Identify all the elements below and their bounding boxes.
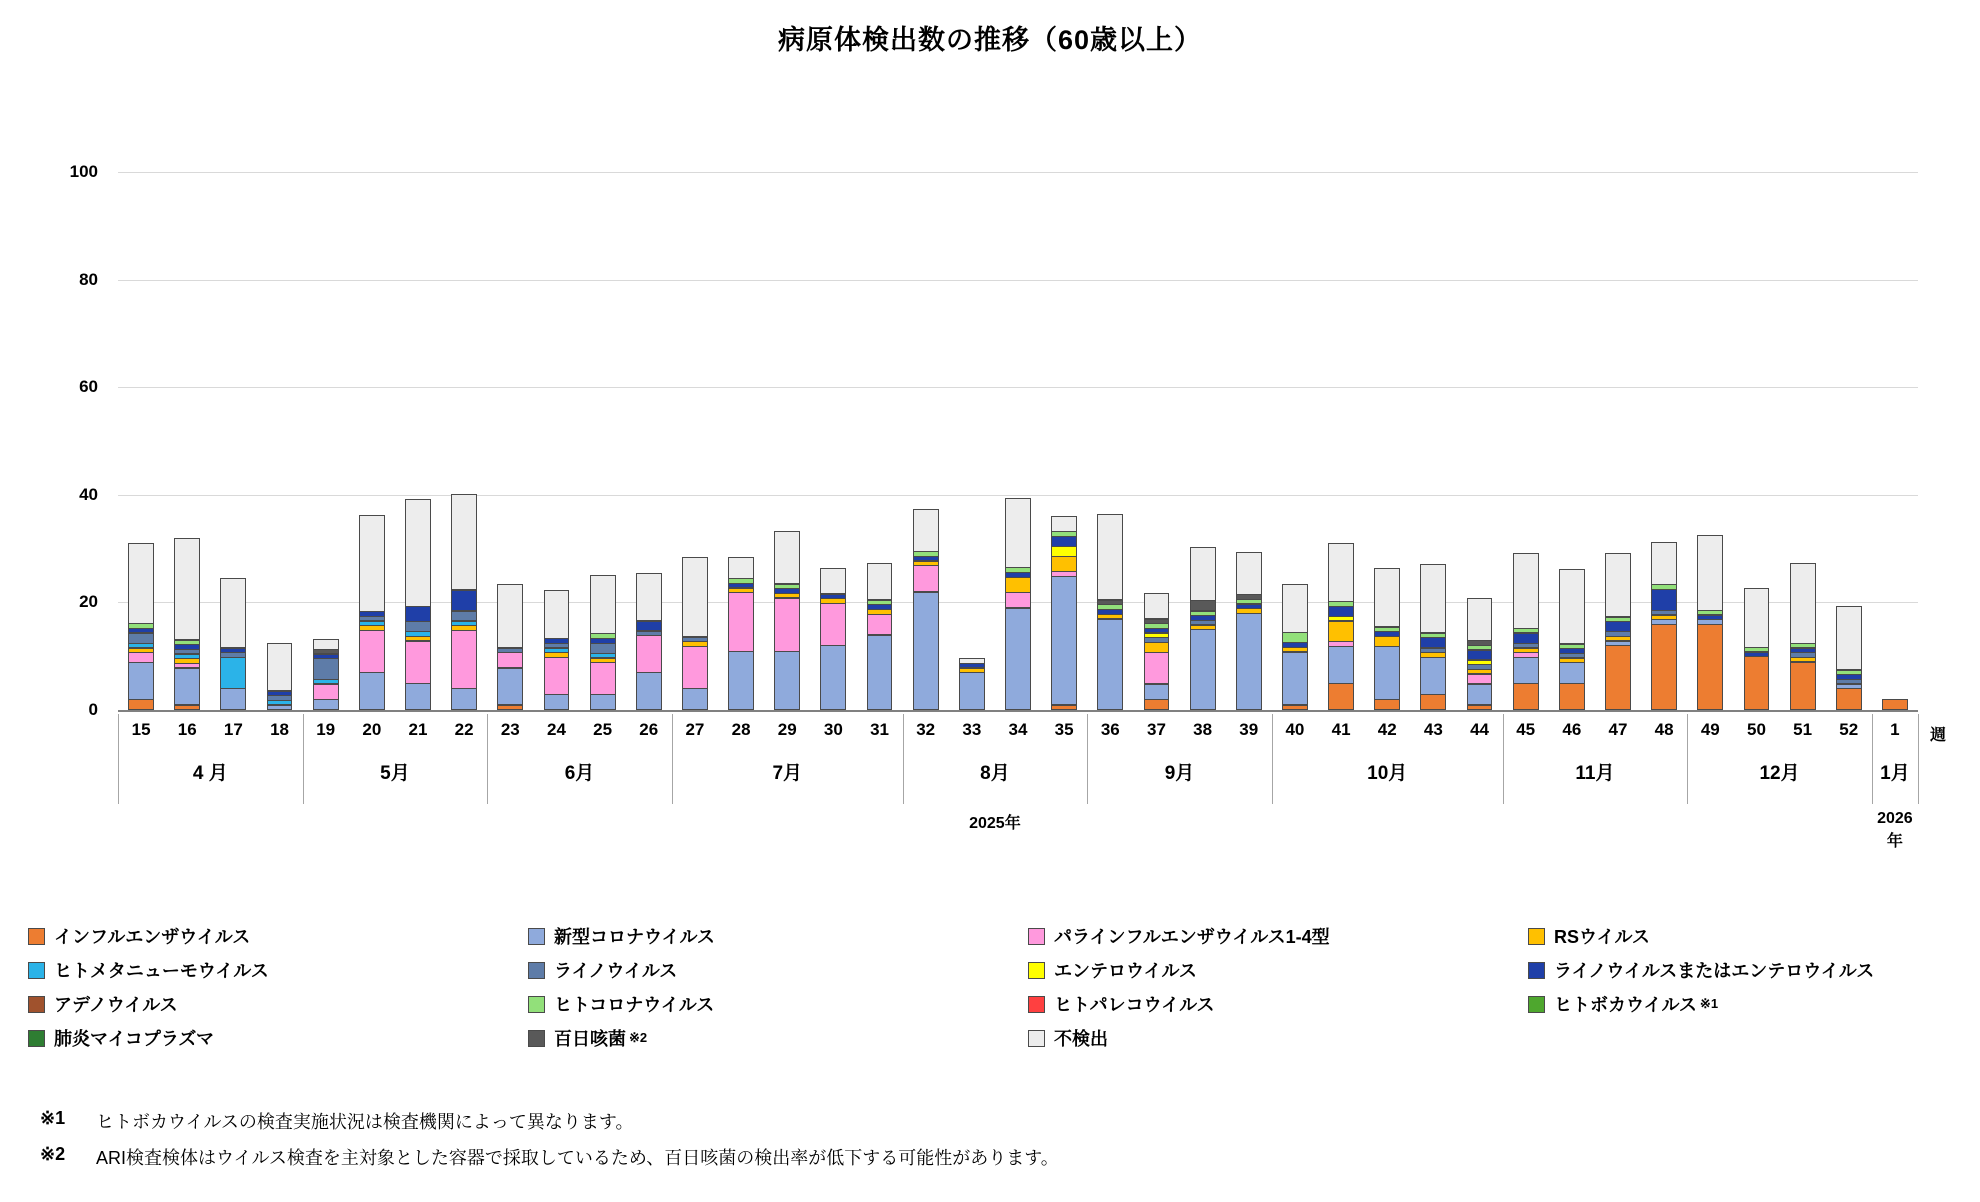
bar-segment <box>128 543 154 624</box>
bar-segment <box>774 531 800 585</box>
bar-segment <box>636 573 662 621</box>
legend-item[interactable] <box>1028 957 1528 983</box>
week-label: 33 <box>962 720 982 739</box>
bar-segment <box>128 662 154 700</box>
legend-color-swatch <box>1028 928 1045 945</box>
bar-segment <box>1097 514 1123 600</box>
bar-column <box>774 531 800 710</box>
week-label: 34 <box>1008 720 1028 739</box>
legend-item[interactable] <box>1528 923 1958 949</box>
bar-segment <box>913 592 939 710</box>
bar-segment <box>544 694 570 710</box>
bar-segment <box>1836 606 1862 671</box>
bar-segment <box>1882 699 1908 710</box>
bar-segment <box>1605 553 1631 618</box>
week-label: 27 <box>685 720 705 739</box>
bar-segment <box>1651 624 1677 710</box>
legend-label: インフルエンザウイルス <box>54 927 251 947</box>
week-label: 31 <box>870 720 889 739</box>
bar-column <box>728 558 754 710</box>
week-label: 24 <box>546 720 566 739</box>
page-title: 病原体検出数の推移（60歳以上） <box>777 25 1203 55</box>
bar-segment <box>1005 498 1031 568</box>
bar-segment <box>1282 652 1308 706</box>
legend-label: ライノウイルス <box>554 961 678 981</box>
bar-column <box>1420 564 1446 710</box>
bar-column <box>959 659 985 710</box>
bar-column <box>174 539 200 710</box>
bar-column <box>867 564 893 711</box>
week-label: 22 <box>454 720 474 739</box>
week-label: 23 <box>500 720 520 739</box>
bar-segment <box>1282 584 1308 632</box>
legend-label: 百日咳菌 <box>554 1029 626 1049</box>
year-label: 2025年 <box>969 815 1021 832</box>
week-label: 44 <box>1470 720 1489 739</box>
bar-segment <box>267 643 293 691</box>
bar-column <box>313 640 339 710</box>
footnote-text: ARI検査検体はウイルス検査を主対象とした容器で採取しているため、百日咳菌の検出率が低下する可能性があります。 <box>96 1148 1059 1168</box>
week-label: 50 <box>1746 720 1766 739</box>
bar-segment <box>451 630 477 689</box>
bar-segment <box>820 603 846 646</box>
week-label: 42 <box>1377 720 1397 739</box>
bar-segment <box>359 515 385 612</box>
bar-segment <box>728 557 754 579</box>
bar-segment <box>1467 705 1493 710</box>
month-separator <box>303 714 304 804</box>
week-label: 19 <box>316 720 336 739</box>
bar-segment <box>451 688 477 710</box>
legend-color-swatch <box>528 928 545 945</box>
bar-segment <box>174 705 200 710</box>
month-separator <box>118 714 119 804</box>
y-tick-label: 0 <box>88 700 98 719</box>
bar-segment <box>636 672 662 710</box>
week-label: 17 <box>223 720 243 739</box>
chart-legend <box>28 923 1958 1051</box>
bar-column <box>636 574 662 710</box>
bar-segment <box>1513 683 1539 710</box>
bar-column <box>220 579 246 710</box>
bar-segment <box>1282 705 1308 710</box>
bar-segment <box>913 509 939 552</box>
bar-segment <box>1190 629 1216 710</box>
bar-column <box>405 500 431 710</box>
bar-column <box>1097 515 1123 710</box>
bar-column <box>1651 543 1677 710</box>
bar-segment <box>1744 588 1770 647</box>
bar-segment <box>1328 543 1354 602</box>
week-label: 48 <box>1654 720 1674 739</box>
legend-color-swatch <box>28 1030 45 1047</box>
week-label: 18 <box>270 720 289 739</box>
bar-segment <box>1190 547 1216 601</box>
bar-segment <box>1051 556 1077 572</box>
bar-segment <box>128 699 154 710</box>
legend-color-swatch <box>28 962 45 979</box>
month-separator <box>487 714 488 804</box>
bar-column <box>359 516 385 710</box>
week-label: 43 <box>1423 720 1443 739</box>
legend-item[interactable] <box>1528 991 1958 1017</box>
bar-segment <box>451 590 477 612</box>
month-label: 11月 <box>1575 763 1615 784</box>
bar-segment <box>1328 646 1354 684</box>
week-label: 49 <box>1700 720 1720 739</box>
bar-segment <box>728 651 754 710</box>
month-separator <box>1687 714 1688 804</box>
month-separator <box>1918 714 1919 804</box>
bar-segment <box>220 688 246 710</box>
legend-label: パラインフルエンザウイルス1-4型 <box>1054 927 1330 947</box>
legend-item[interactable] <box>1028 923 1528 949</box>
legend-color-swatch <box>28 996 45 1013</box>
bar-segment <box>1836 688 1862 710</box>
bar-segment <box>1051 576 1077 705</box>
bar-segment <box>1513 657 1539 684</box>
bar-segment <box>1051 705 1077 710</box>
bar-segment <box>1559 683 1585 710</box>
legend-item[interactable] <box>28 1025 528 1051</box>
week-label: 52 <box>1839 720 1859 739</box>
footnote-text: ヒトボカウイルスの検査実施状況は検査機関によって異なります。 <box>96 1112 634 1132</box>
bar-segment <box>1697 535 1723 610</box>
bar-segment <box>497 584 523 649</box>
bar-segment <box>267 705 293 710</box>
week-label: 41 <box>1331 720 1351 739</box>
bar-segment <box>1513 553 1539 628</box>
bar-column <box>544 591 570 710</box>
bar-segment <box>220 578 246 648</box>
bar-column <box>1051 516 1077 710</box>
legend-color-swatch <box>28 928 45 945</box>
bar-segment <box>1005 577 1031 593</box>
legend-color-swatch <box>1528 996 1545 1013</box>
bar-segment <box>220 657 246 689</box>
legend-item[interactable] <box>1028 991 1528 1017</box>
bar-column <box>1513 554 1539 710</box>
bar-segment <box>1744 656 1770 710</box>
bar-column <box>590 576 616 710</box>
bar-segment <box>451 494 477 591</box>
legend-label: ヒトメタニューモウイルス <box>54 961 269 981</box>
legend-item[interactable] <box>528 1025 1028 1051</box>
legend-color-swatch <box>1028 996 1045 1013</box>
bar-column <box>1744 589 1770 710</box>
y-tick-label: 100 <box>69 161 98 181</box>
week-label: 1 <box>1890 720 1900 739</box>
month-label: 5月 <box>380 763 410 784</box>
bar-column <box>1374 569 1400 710</box>
bar-segment <box>1005 592 1031 608</box>
legend-footnote-marker: ※2 <box>629 1030 648 1045</box>
bar-segment <box>174 538 200 640</box>
bar-segment <box>405 606 431 622</box>
bar-segment <box>405 499 431 607</box>
bar-segment <box>1790 662 1816 710</box>
bar-segment <box>359 630 385 673</box>
bar-column <box>1144 593 1170 710</box>
footnote-marker: ※1 <box>40 1108 66 1128</box>
x-axis-unit-label: 週 <box>1930 727 1947 744</box>
legend-item[interactable] <box>1028 1025 1528 1051</box>
bar-segment <box>1651 589 1677 611</box>
week-label: 40 <box>1285 720 1305 739</box>
bar-segment <box>1651 542 1677 585</box>
bar-segment <box>1790 563 1816 644</box>
bar-segment <box>867 635 893 710</box>
y-tick-label: 60 <box>79 377 98 397</box>
week-label: 29 <box>777 720 797 739</box>
legend-color-swatch <box>528 1030 545 1047</box>
month-separator <box>1872 714 1873 804</box>
legend-item[interactable] <box>1528 957 1958 983</box>
week-label: 47 <box>1608 720 1628 739</box>
footnotes <box>40 1108 1059 1180</box>
bar-segment <box>682 688 708 710</box>
month-label: 9月 <box>1164 763 1195 784</box>
bar-column <box>820 568 846 710</box>
bar-segment <box>1144 593 1170 620</box>
bar-column <box>267 644 293 710</box>
week-label: 32 <box>916 720 936 739</box>
legend-label: エンテロウイルス <box>1054 961 1197 981</box>
bar-segment <box>1328 621 1354 643</box>
y-tick-label: 20 <box>79 592 98 612</box>
legend-item[interactable] <box>528 923 1028 949</box>
bar-segment <box>359 672 385 710</box>
bar-series-layer <box>118 90 1918 710</box>
bar-segment <box>174 668 200 706</box>
footnote-marker: ※2 <box>40 1144 66 1164</box>
legend-label: ヒトコロナウイルス <box>554 995 715 1015</box>
week-label: 26 <box>639 720 659 739</box>
bar-segment <box>774 598 800 652</box>
week-label: 20 <box>362 720 382 739</box>
bar-segment <box>1097 619 1123 710</box>
legend-color-swatch <box>1528 928 1545 945</box>
bar-segment <box>590 694 616 710</box>
legend-item[interactable] <box>28 923 528 949</box>
bar-column <box>1190 548 1216 710</box>
chart-plot-area <box>0 90 1980 850</box>
legend-label: 肺炎マイコプラズマ <box>54 1029 215 1049</box>
legend-label: ヒトパレコウイルス <box>1054 995 1215 1015</box>
bar-segment <box>1144 684 1170 700</box>
legend-item[interactable] <box>28 957 528 983</box>
bar-column <box>1236 553 1262 710</box>
bar-segment <box>1467 684 1493 706</box>
bar-column <box>1559 570 1585 710</box>
month-label: 8月 <box>980 763 1010 784</box>
month-label: 4 月 <box>192 763 228 784</box>
bar-segment <box>1420 564 1446 634</box>
bar-column <box>1282 585 1308 710</box>
bar-column <box>913 510 939 710</box>
bar-segment <box>1144 652 1170 684</box>
week-label: 30 <box>823 720 843 739</box>
bar-segment <box>313 684 339 700</box>
legend-label: ヒトボカウイルス <box>1554 995 1697 1015</box>
bar-column <box>497 584 523 710</box>
week-label: 25 <box>593 720 613 739</box>
month-separator <box>672 714 673 804</box>
legend-label: 不検出 <box>1054 1029 1108 1049</box>
bar-segment <box>1467 598 1493 641</box>
bar-column <box>1328 543 1354 710</box>
bar-column <box>1882 700 1908 710</box>
y-tick-label: 80 <box>79 269 98 289</box>
month-label: 1月 <box>1880 763 1910 784</box>
bar-segment <box>1236 552 1262 595</box>
footnote-row <box>40 1144 1059 1170</box>
bar-segment <box>405 641 431 684</box>
month-label: 7月 <box>772 763 803 784</box>
legend-label: 新型コロナウイルス <box>554 927 715 947</box>
bar-segment <box>497 652 523 668</box>
bar-segment <box>313 699 339 710</box>
legend-item[interactable] <box>28 991 528 1017</box>
week-label: 28 <box>731 720 751 739</box>
bar-segment <box>820 568 846 595</box>
y-tick-label: 40 <box>79 484 98 504</box>
bar-segment <box>636 635 662 673</box>
week-label: 38 <box>1193 720 1213 739</box>
bar-column <box>128 544 154 710</box>
bar-segment <box>1559 569 1585 644</box>
legend-item[interactable] <box>528 957 1028 983</box>
week-label: 16 <box>177 720 197 739</box>
bar-column <box>451 494 477 710</box>
bar-segment <box>1374 699 1400 710</box>
bar-segment <box>544 657 570 695</box>
bar-segment <box>590 575 616 634</box>
bar-segment <box>728 592 754 651</box>
bar-segment <box>1605 645 1631 710</box>
week-label: 15 <box>131 720 151 739</box>
month-separator <box>1087 714 1088 804</box>
bar-column <box>682 557 708 710</box>
bar-segment <box>1420 657 1446 695</box>
bar-segment <box>1328 683 1354 710</box>
bar-segment <box>1697 624 1723 710</box>
week-label: 35 <box>1054 720 1074 739</box>
legend-color-swatch <box>1028 962 1045 979</box>
bar-column <box>1467 599 1493 710</box>
bar-segment <box>313 658 339 680</box>
bar-segment <box>867 563 893 601</box>
month-separator <box>1503 714 1504 804</box>
year-label: 2026年 <box>1877 810 1913 850</box>
bar-segment <box>820 645 846 710</box>
month-separator <box>1272 714 1273 804</box>
bar-segment <box>774 651 800 710</box>
week-label: 39 <box>1239 720 1259 739</box>
bar-segment <box>1051 516 1077 532</box>
bar-segment <box>1144 699 1170 710</box>
month-separator <box>903 714 904 804</box>
month-label: 6月 <box>564 763 595 784</box>
bar-column <box>1790 564 1816 711</box>
week-label: 36 <box>1100 720 1120 739</box>
legend-footnote-marker: ※1 <box>1699 996 1719 1011</box>
x-axis-line <box>118 710 1918 712</box>
footnote-row <box>40 1108 1059 1134</box>
legend-color-swatch <box>1028 1030 1045 1047</box>
bar-segment <box>1559 662 1585 684</box>
month-label: 12月 <box>1759 763 1800 784</box>
bar-column <box>1697 536 1723 710</box>
legend-item[interactable] <box>528 991 1028 1017</box>
bar-segment <box>1005 608 1031 710</box>
week-label: 37 <box>1146 720 1166 739</box>
bar-segment <box>497 668 523 706</box>
legend-label: ライノウイルスまたはエンテロウイルス <box>1554 961 1875 981</box>
week-label: 21 <box>408 720 428 739</box>
week-label: 45 <box>1516 720 1536 739</box>
bar-segment <box>405 683 431 710</box>
bar-segment <box>682 557 708 638</box>
legend-color-swatch <box>528 962 545 979</box>
bar-segment <box>544 590 570 638</box>
bar-column <box>1605 553 1631 710</box>
week-label: 46 <box>1562 720 1582 739</box>
bar-segment <box>1236 613 1262 710</box>
bar-column <box>1836 607 1862 710</box>
legend-label: RSウイルス <box>1554 927 1650 947</box>
bar-segment <box>1374 568 1400 627</box>
bar-segment <box>1374 646 1400 700</box>
month-label: 10月 <box>1367 763 1408 784</box>
legend-color-swatch <box>1528 962 1545 979</box>
week-label: 51 <box>1793 720 1813 739</box>
bar-segment <box>913 565 939 592</box>
bar-column <box>1005 499 1031 710</box>
bar-segment <box>959 672 985 710</box>
bar-segment <box>1420 694 1446 710</box>
bar-segment <box>682 646 708 689</box>
legend-label: アデノウイルス <box>54 995 178 1015</box>
bar-segment <box>497 705 523 710</box>
bar-segment <box>590 662 616 694</box>
legend-color-swatch <box>528 996 545 1013</box>
bar-segment <box>867 614 893 636</box>
